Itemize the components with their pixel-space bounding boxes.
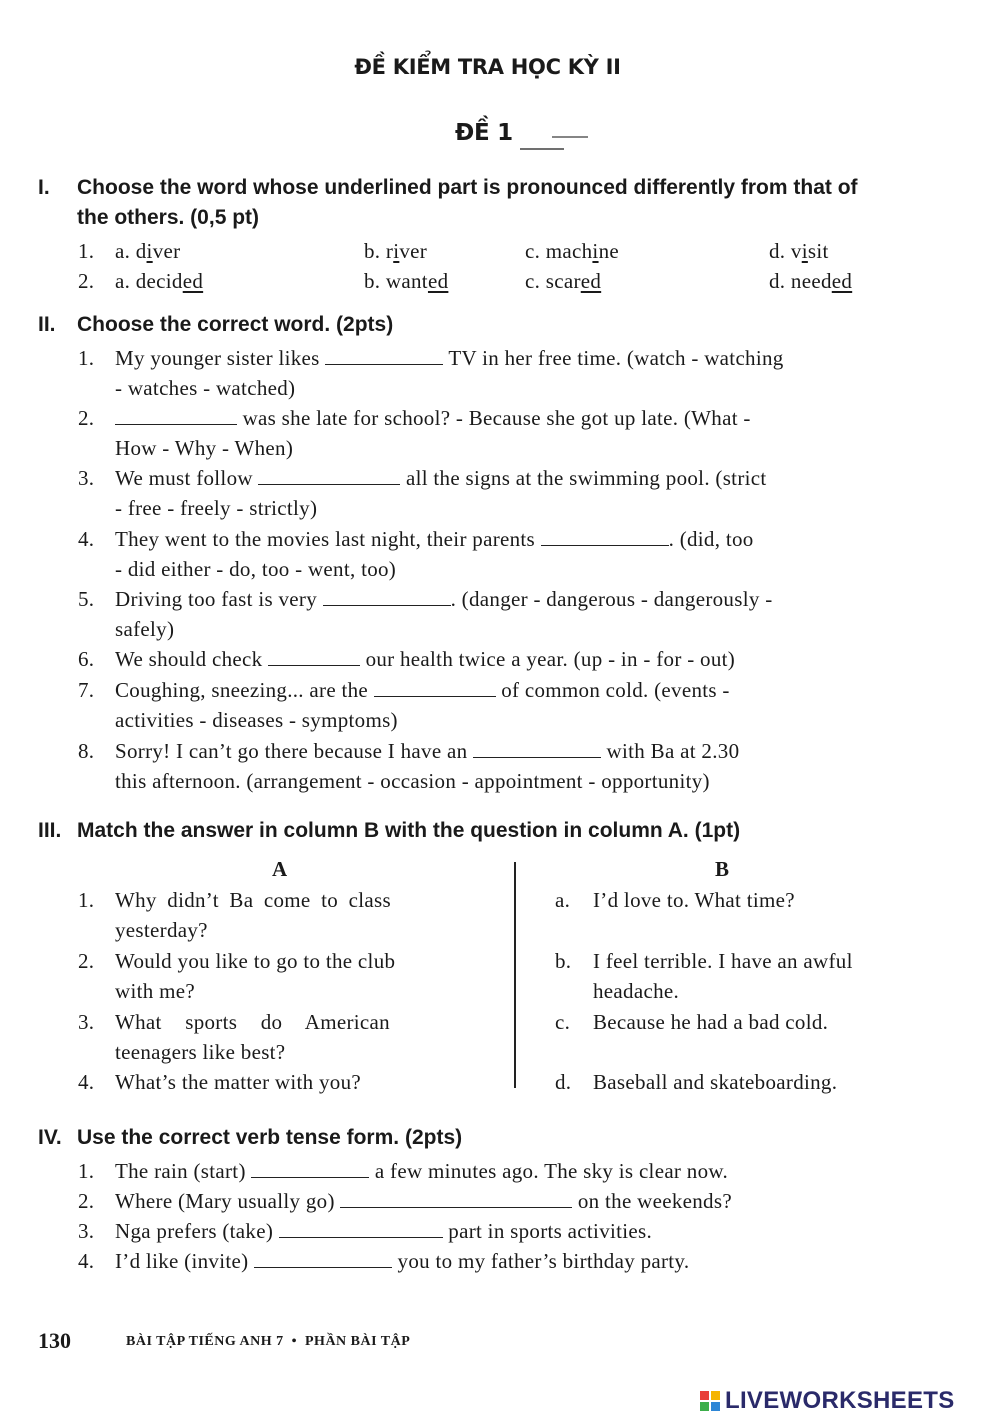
colA-item-2-text-line2: with me? [115,979,195,1003]
colA-item-1-text-line2: yesterday? [115,918,208,942]
s2-item-4-blank[interactable] [541,529,669,546]
colA-item-2-text: Would you like to go to the club [115,949,396,973]
section-1-instruction-line1: Choose the word whose underlined part is pronounced differently from that of [77,176,858,199]
s1-q2-number: 2. [78,269,95,293]
section-1-number: I. [38,176,50,199]
colB-item-d-letter: d. [555,1070,572,1094]
s2-item-7-text-line2: activities - diseases - symptoms) [115,708,398,732]
s4-item-2-number: 2. [78,1189,95,1213]
s2-item-1-text: My younger sister likes TV in her free time. (watch - watching [115,346,784,370]
colA-item-4-number: 4. [78,1070,95,1094]
s2-item-8-text-line2: this afternoon. (arrangement - occasion - appointment - opportunity) [115,769,710,793]
section-1-instruction-line2: the others. (0,5 pt) [77,206,260,229]
s4-item-2-blank[interactable] [340,1191,572,1208]
s2-item-3-number: 3. [78,466,95,490]
s1-q1-option-b: b. river [364,239,428,263]
s2-item-4-number: 4. [78,527,95,551]
colA-item-3-text-line2: teenagers like best? [115,1040,286,1064]
s1-q1-option-a: a. diver [115,239,181,263]
s2-item-8-number: 8. [78,739,95,763]
s1-q2-option-b: b. wanted [364,269,449,293]
colB-item-d-text: Baseball and skateboarding. [593,1070,838,1094]
s2-item-7-blank[interactable] [374,680,496,697]
colA-item-1-number: 1. [78,888,95,912]
colB-item-a-text: I’d love to. What time? [593,888,795,912]
s2-item-3-text-line2: - free - freely - strictly) [115,496,318,520]
colB-item-a-letter: a. [555,888,571,912]
colB-item-b-text: I feel terrible. I have an awful [593,949,853,973]
liveworksheets-logo-icon [700,1391,720,1411]
s4-item-1-blank[interactable] [251,1161,369,1178]
section-4-number: IV. [38,1126,62,1149]
s2-item-7-text: Coughing, sneezing... are the of common cold. (events - [115,678,730,702]
s4-item-2-text: Where (Mary usually go) on the weekends? [115,1189,732,1213]
s4-item-1-number: 1. [78,1159,95,1183]
s2-item-5-text: Driving too fast is very . (danger - dangerous - dangerously - [115,587,773,611]
s2-item-4-text: They went to the movies last night, their parents . (did, too [115,527,754,551]
footer-book-title: BÀI TẬP TIẾNG ANH 7 • PHẦN BÀI TẬP [126,1334,411,1349]
scribble-mark [520,148,564,150]
s2-item-3-text: We must follow all the signs at the swimming pool. (strict [115,466,767,490]
s1-q2-option-a: a. decided [115,269,204,293]
s4-item-3-text: Nga prefers (take) part in sports activities. [115,1219,653,1243]
s2-item-5-number: 5. [78,587,95,611]
s2-item-8-blank[interactable] [473,741,601,758]
liveworksheets-watermark [700,1387,955,1415]
colB-item-c-text: Because he had a bad cold. [593,1010,829,1034]
watermark-text: LIVEWORKSHEETS [725,1387,955,1414]
s2-item-1-number: 1. [78,346,95,370]
s2-item-6-text: We should check our health twice a year. (up - in - for - out) [115,647,736,671]
s2-item-1-blank[interactable] [325,348,443,365]
page-number: 130 [38,1328,71,1353]
colB-item-b-letter: b. [555,949,572,973]
s2-item-2-number: 2. [78,406,95,430]
s4-item-3-blank[interactable] [279,1221,443,1238]
s2-item-3-blank[interactable] [258,468,400,485]
s2-item-5-blank[interactable] [323,589,451,606]
s1-q2-option-d: d. needed [769,269,853,293]
section-4-instruction: Use the correct verb tense form. (2pts) [77,1126,463,1149]
s2-item-2-text: was she late for school? - Because she got up late. (What - [115,406,751,431]
colB-item-c-letter: c. [555,1010,571,1034]
s2-item-2-text-line2: How - Why - When) [115,436,294,460]
s2-item-5-text-line2: safely) [115,617,175,641]
s4-item-4-number: 4. [78,1249,95,1273]
section-2-instruction: Choose the correct word. (2pts) [77,313,394,336]
colA-item-1-text: Why didn’t Ba come to class [115,888,391,912]
s2-item-7-number: 7. [78,678,95,702]
column-a-header: A [272,857,288,881]
s4-item-4-blank[interactable] [254,1251,392,1268]
s1-q2-option-c: c. scared [525,269,602,293]
s4-item-1-text: The rain (start) a few minutes ago. The sky is clear now. [115,1159,729,1183]
column-divider [514,862,516,1088]
footer-bullet: • [291,1334,297,1349]
s1-q1-option-c: c. machine [525,239,619,263]
colA-item-3-number: 3. [78,1010,95,1034]
colA-item-3-text: What sports do American [115,1010,390,1034]
colA-item-2-number: 2. [78,949,95,973]
s2-item-1-text-line2: - watches - watched) [115,376,296,400]
colA-item-4-text: What’s the matter with you? [115,1070,362,1094]
s2-item-6-blank[interactable] [268,649,360,666]
page-subtitle: ĐỀ 1 [455,120,513,146]
section-2-number: II. [38,313,56,336]
dash-mark [552,136,588,138]
s1-q1-option-d: d. visit [769,239,829,263]
s2-item-4-text-line2: - did either - do, too - went, too) [115,557,397,581]
s1-q1-number: 1. [78,239,95,263]
s2-item-8-text: Sorry! I can’t go there because I have an with Ba at 2.30 [115,739,740,763]
s2-item-2-blank[interactable] [115,408,237,425]
page-title: ĐỀ KIỂM TRA HỌC KỲ II [354,55,621,79]
s2-item-6-number: 6. [78,647,95,671]
section-3-instruction: Match the answer in column B with the question in column A. (1pt) [77,819,741,842]
s4-item-3-number: 3. [78,1219,95,1243]
section-3-number: III. [38,819,62,842]
column-b-header: B [715,857,730,881]
s4-item-4-text: I’d like (invite) you to my father’s birthday party. [115,1249,690,1273]
colB-item-b-text-line2: headache. [593,979,680,1003]
